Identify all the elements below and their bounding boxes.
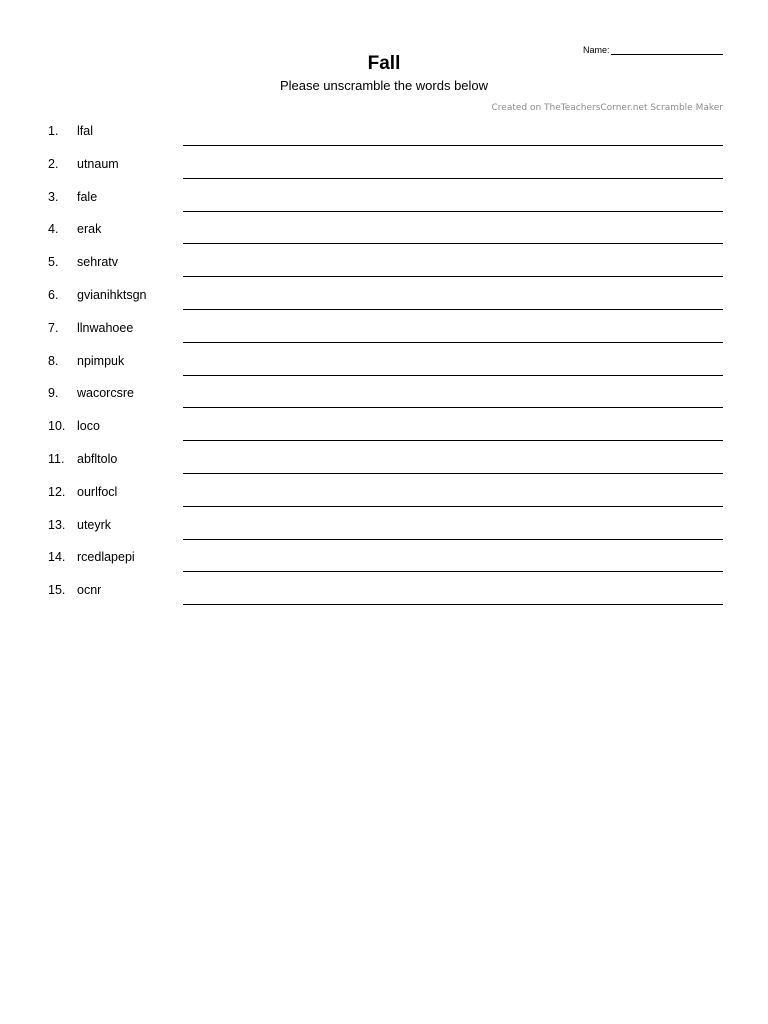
scrambled-word: utnaum [77,156,119,171]
row-number: 7. [48,320,59,335]
word-row [0,277,768,310]
row-number: 15. [48,583,66,598]
row-number: 8. [48,353,59,368]
word-row [0,211,768,244]
row-number: 5. [48,255,59,270]
row-number: 4. [48,222,59,237]
answer-line[interactable] [183,604,723,605]
scrambled-word: loco [77,419,100,434]
name-label: Name: [583,45,610,55]
word-row [0,507,768,540]
word-row [0,244,768,277]
scrambled-word: erak [77,222,102,237]
word-row [0,408,768,441]
scrambled-word: lfal [77,124,93,138]
scrambled-word: wacorcsre [77,386,134,401]
scrambled-word: gvianihktsgn [77,287,147,302]
row-number: 11. [48,451,65,466]
row-number: 14. [48,550,66,565]
row-number: 13. [48,517,66,532]
scrambled-word: llnwahoee [77,320,134,335]
word-row [0,539,768,572]
page-title: Fall [367,53,401,74]
scrambled-word: sehratv [77,255,118,270]
credit-text: Created on TheTeachersCorner.net Scramble Maker [491,103,723,113]
scrambled-word: rcedlapepi [77,550,135,565]
row-number: 6. [48,287,59,302]
word-row [0,343,768,376]
scramble-word-list [0,113,768,605]
scrambled-word: fale [77,189,98,204]
scrambled-word: npimpuk [77,353,125,368]
scrambled-word: abfltolo [77,451,118,466]
word-row [0,441,768,474]
word-row [0,113,768,146]
word-row [0,474,768,507]
row-number: 3. [48,189,59,204]
scrambled-word: uteyrk [77,517,112,532]
row-number: 2. [48,156,59,171]
row-number: 9. [48,386,59,401]
word-row [0,310,768,343]
word-row [0,572,768,605]
row-number: 10. [48,419,66,434]
word-row [0,179,768,212]
word-row [0,375,768,408]
page-subtitle: Please unscramble the words below [279,78,489,93]
word-row [0,146,768,179]
row-number: 1. [48,124,59,138]
row-number: 12. [48,484,66,499]
scrambled-word: ocnr [77,583,102,598]
scrambled-word: ourlfocl [77,484,118,499]
